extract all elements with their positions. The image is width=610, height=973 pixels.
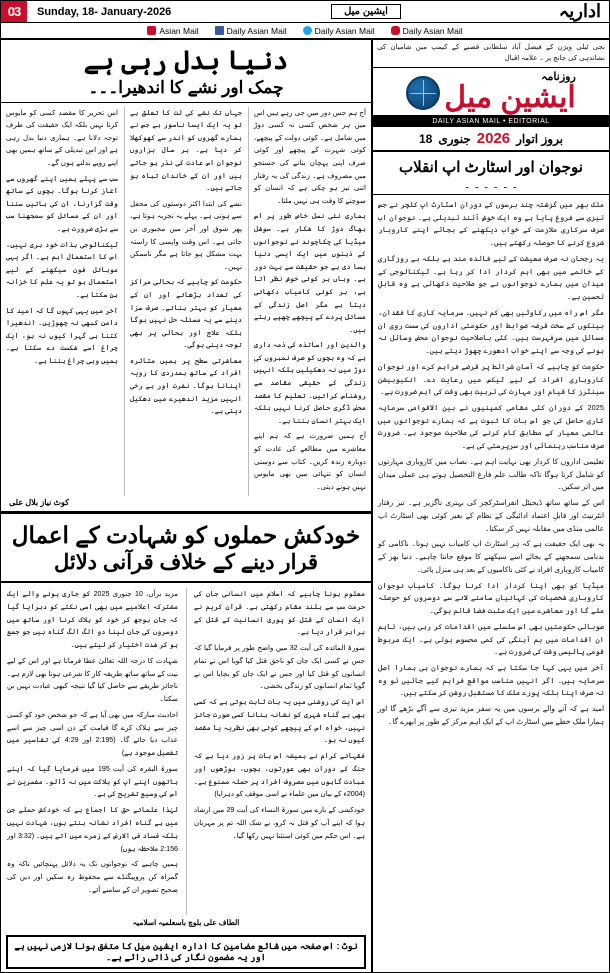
paragraph: فقہائے کرام نے ہمیشہ اس بات پر زور دیا ہے کہ جنگ کے دوران بھی عورتوں، بچوں، بوڑھوں اور عبادت گاہوں میں مصروف افراد پر حملہ ممنوع ہے۔ (2004ء کے بیان میں علماء نے اسی موقف کو دہرایا)	[194, 752, 365, 799]
article2-columns	[1, 583, 371, 915]
paragraph: حکومت کو چاہیے کہ آسان شرائط پر قرضے فراہم کرے اور نوجوان کاروباری افراد کے لیے ٹیکس میں رعایت دے۔ انکیوبیشن سینٹرز کا قیام اور مہارت کی تربیت بھی وقت کی اہم ضرورت ہے۔	[378, 361, 604, 397]
editorial-body	[373, 195, 609, 973]
date-month: جنوری	[438, 131, 471, 146]
paragraph: امید ہے کہ آنے والے برسوں میں یہ سفر مزید تیزی سے آگے بڑھے گا اور ہمارا ملک خطے میں اسٹارٹ اپ کے ایک اہم مرکز کے طور پر ابھرے گا۔	[378, 704, 604, 726]
article1-subtitle: چمک اور نشے کا اندھیرا۔۔۔	[1, 75, 371, 103]
left-column	[1, 40, 373, 973]
article1-byline: کوٹ نیاز بلال علی	[9, 498, 69, 508]
paragraph: ہمیں چاہیے کہ نوجوانوں تک یہ دلائل پہنچائیں تاکہ وہ گمراہ کن پروپیگنڈے سے محفوظ رہ سکیں اور دین کی صحیح تصویر ان کے سامنے آئے۔	[7, 860, 178, 894]
section-title: اداریہ	[558, 1, 601, 21]
paragraph: خودکشی کے بارے میں سورۃ النساء کی آیت 29 میں ارشاد ہوا کہ اپنے آپ کو قتل نہ کرو، بے شک اللہ تم پر مہربان ہے۔ اس حکم میں کوئی استثنا نہیں رکھا گیا۔	[194, 806, 365, 840]
social-link-twitter[interactable]	[303, 26, 375, 36]
paragraph: یہ بھی ایک حقیقت ہے کہ ہر اسٹارٹ اپ کامیاب نہیں ہوتا۔ ناکامی کو بدنامی سمجھنے کے بجائے اسے سیکھنے کا موقع جاننا چاہیے۔ دنیا بھر کے کامیاب کاروباری افراد نے کئی ناکامیوں کے بعد ہی منزل پائی۔	[378, 539, 604, 574]
social-link-facebook[interactable]	[215, 26, 287, 36]
paragraph: احادیث مبارکہ میں بھی آیا ہے کہ جو شخص خود کو کسی چیز سے ہلاک کرے گا قیامت کے دن اسی چیز سے اسے عذاب دیا جائے گا۔ (2:195 اور 4:29 کی تفاسیر میں تفصیل موجود ہے)	[7, 710, 178, 758]
social-link-instagram[interactable]	[391, 26, 463, 36]
globe-icon	[406, 76, 440, 110]
page-number: 03	[1, 1, 27, 22]
twitter-icon	[303, 26, 312, 35]
editorial-headline: نوجوان اور اسٹارٹ اپ انقلاب	[399, 159, 583, 176]
masthead-logo	[373, 68, 609, 116]
facebook-icon	[215, 26, 224, 35]
paragraph: آخر میں یہی کہوں گا کہ امید کا دامن کبھی نہ چھوڑیں۔ اندھیرا کتنا ہی گہرا کیوں نہ ہو، ایک چراغ اسے شکست دے سکتا ہے۔ ہمیں وہی چراغ بننا ہے۔	[6, 305, 118, 365]
masthead-title	[444, 72, 576, 113]
page-content	[1, 40, 609, 973]
social-label-youtube: Asian Mail	[159, 25, 199, 36]
article2-column-1	[186, 588, 365, 915]
paragraph: سورۃ البقرہ کی آیت 195 میں فرمایا گیا کہ اپنے ہاتھوں اپنے آپ کو ہلاکت میں نہ ڈالو۔ مفسرین نے اس کی وسیع تشریح کی ہے۔	[7, 764, 178, 799]
paragraph: والدین اور اساتذہ کی ذمہ داری ہے کہ وہ بچوں کو صرف نمبروں کی دوڑ میں نہ دھکیلیں بلکہ انہیں زندگی کے حقیقی مقاصد سے روشناس کرائیں۔ تعلیم کا مقصد محض ڈگری حاصل کرنا نہیں بلکہ ایک بہتر انسان بننا ہے۔	[254, 340, 366, 425]
paragraph: میڈیا کو بھی اپنا کردار ادا کرنا ہوگا۔ کامیاب نوجوان کاروباری شخصیات کی کہانیاں سامنے لانے سے دوسروں کو حوصلہ ملے گا اور معاشرے میں ایک مثبت فضا قائم ہوگی۔	[378, 580, 604, 616]
paragraph: شہادت کا درجہ اللہ تعالیٰ عطا فرماتا ہے اور اس کے لیے نیت کے ساتھ ساتھ طریقہ کار کا شرعی ہونا بھی لازم ہے۔ ناجائز طریقے سے حاصل کیا گیا نتیجہ کبھی عبادت نہیں بن سکتا۔	[7, 656, 178, 704]
social-label-twitter: Daily Asian Mail	[314, 25, 375, 36]
paragraph: لہٰذا علمائے حق کا اجماع ہے کہ خودکش حملے جن میں بے گناہ افراد نشانہ بنتے ہوں، شہادت نہیں بلکہ فساد فی الارض کے زمرے میں آتے ہیں۔ (3:32 اور 2:156 ملاحظہ ہوں)	[7, 806, 178, 853]
article-suicide-attacks	[1, 514, 371, 931]
social-link-youtube[interactable]	[147, 26, 198, 36]
center-logo	[181, 1, 550, 22]
disclaimer-note: نوٹ : اس صفحہ میں شائع مضامین کا ادارہ ایشین میل کا متفق ہونا لازمی نہیں ہے اور یہ مضمون نگار کی ذاتی رائے ہے۔	[6, 935, 366, 969]
paragraph: ٹیکنالوجی بذات خود بری نہیں، اس کا استعمال اہم ہے۔ اگر یہی موبائل فون سیکھنے کے لیے استعمال ہو تو یہ علم کا خزانہ بن سکتا ہے۔	[6, 239, 118, 299]
article2-subtitle: قرار دینے کے خلاف قرآنی دلائل	[1, 549, 371, 583]
top-masthead-bar	[1, 1, 609, 23]
youtube-icon	[147, 26, 156, 35]
date-weekday: بروز اتوار	[516, 131, 564, 146]
instagram-icon	[391, 26, 400, 35]
social-links-bar	[1, 23, 609, 40]
date-bar	[373, 127, 609, 152]
paragraph: سب سے پہلے ہمیں اپنے گھروں سے آغاز کرنا ہوگا۔ بچوں کے ساتھ وقت گزارنا، ان کی باتیں سننا اور ان کے مسائل کو سمجھنا سب سے بڑی ضرورت ہے۔	[6, 173, 118, 233]
paragraph: مگر اس راہ میں رکاوٹیں بھی کم نہیں۔ سرمایہ کاری کا فقدان، بینکوں کے سخت قرضہ ضوابط اور حکومتی اداروں کی سست روی ان مسائل میں سرِفہرست ہیں۔ کئی باصلاحیت نوجوان محض وسائل نہ ہونے کی وجہ سے اپنے خواب ادھورے چھوڑ دیتے ہیں۔	[378, 307, 604, 356]
paragraph: آج ہم جس دور میں جی رہے ہیں اس میں ہر شخص کسی نہ کسی دوڑ میں شامل ہے۔ کوئی دولت کے پیچھے، کوئی شہرت کے پیچھے اور کوئی صرف اپنی پہچان بنانے کی جستجو میں مصروف ہے۔ زندگی کی یہ رفتار اتنی تیز ہو چکی ہے کہ انسان کو سوچنے کا وقت ہی نہیں ملتا۔	[254, 107, 366, 205]
article1-columns	[1, 103, 371, 497]
article2-title: خودکش حملوں کو شہادت کے اعمال	[11, 522, 361, 549]
paragraph: نشے کی ابتدا اکثر دوستوں کی محفل سے ہوتی ہے۔ پہلے یہ تجربہ ہوتا ہے، پھر شوق اور آخر میں مجبوری بن جاتی ہے۔ اس وقت واپسی کا راستہ بہت مشکل ہو جاتا ہے مگر ناممکن نہیں۔	[130, 198, 242, 271]
date-year: 2026	[476, 130, 511, 147]
masthead-kicker: روزنامہ	[541, 71, 576, 83]
paragraph: معلوم ہونا چاہیے کہ اسلام میں انسانی جان کی حرمت سب سے بلند مقام رکھتی ہے۔ قرآن کریم نے ایک انسان کے قتل کو پوری انسانیت کے قتل کے برابر قرار دیا ہے۔	[194, 589, 365, 637]
date-day: 18	[418, 131, 433, 146]
paragraph: ملک بھر میں گزشتہ چند برسوں کے دوران اسٹارٹ اپ کلچر نے جس تیزی سے فروغ پایا ہے وہ ایک خوش آئند تبدیلی ہے۔ نوجوان اب صرف سرکاری ملازمت کے خواب دیکھنے کے بجائے اپنے کاروبار شروع کرنے کا حوصلہ رکھتے ہیں۔	[378, 200, 604, 248]
social-label-instagram: Daily Asian Mail	[402, 25, 463, 36]
paragraph: جہاں تک نشے کی لت کا تعلق ہے تو یہ ایک ایسا ناسور ہے جس نے ہمارے گھروں کو اندر سے کھوکھلا کر دیا ہے۔ ہر سال ہزاروں نوجوان اس عادت کی نذر ہو جاتے ہیں اور ان کے خاندان تباہ ہو جاتے ہیں۔	[130, 107, 242, 193]
center-logo-text: ایشین میل	[331, 4, 401, 19]
article-world-changing	[1, 40, 371, 514]
dateline-strip: DAILY ASIAN MAIL • EDITORIAL	[373, 116, 609, 127]
headline-dots: ۔ ۔ ۔ ۔ ۔ ۔	[373, 178, 609, 195]
article1-column-2	[124, 107, 242, 497]
issue-date: Sunday, 18- January-2026	[37, 5, 172, 18]
paragraph: حکومت کو چاہیے کہ بحالی مراکز کی تعداد بڑھائے اور ان کے معیار کو بہتر بنائے۔ صرف سزا دینے سے یہ مسئلہ حل نہیں ہوگا بلکہ علاج اور بحالی پر بھی توجہ دینی ہوگی۔	[130, 277, 242, 350]
paragraph: تعلیمی اداروں کا کردار بھی نہایت اہم ہے۔ نصاب میں کاروباری مہارتوں کو شامل کرنا ہوگا تاکہ طالب علم فارغ التحصیل ہوتے ہی عملی میدان میں اتر سکیں۔	[378, 456, 604, 492]
article2-byline: الطاف علی بلوچ باسعلمیہ اسلامیہ	[132, 918, 240, 927]
paragraph: اس آیت کی روشنی میں یہ بات ثابت ہوتی ہے کہ کسی بھی بے گناہ شہری کو نشانہ بنانا کسی صورت جائز نہیں، خواہ اس کے پیچھے کوئی بھی نظریہ یا مقصد کیوں نہ ہو۔	[194, 698, 365, 745]
paragraph: مزید برآں، 10 جنوری 2025 کو جاری ہونے والے ایک مشترکہ اعلامیے میں بھی اسی نکتے کو دہرایا گیا کہ جان بوجھ کر خود کو ہلاک کرنا اور ساتھ میں دوسروں کی جان لینا دو الگ الگ گناہ ہیں جو جمع ہو کر شدت اختیار کر لیتے ہیں۔	[7, 589, 178, 650]
paragraph: 2025 کے دوران کئی مقامی کمپنیوں نے بین الاقوامی سرمایہ کاری حاصل کی جو اس بات کا ثبوت ہے کہ ہمارے نوجوانوں میں عالمی معیار کے مطابق کام کرنے کی صلاحیت موجود ہے۔ ضرورت صرف مناسب رہنمائی اور سرپرستی کی ہے۔	[378, 403, 604, 451]
paragraph: معاشرتی سطح پر ہمیں متاثرہ افراد کے ساتھ ہمدردی کا رویہ اپنانا ہوگا۔ نفرت اور بے رخی انہیں مزید اندھیرے میں دھکیل دیتی ہے۔	[130, 355, 242, 416]
social-label-facebook: Daily Asian Mail	[226, 25, 287, 36]
paragraph: یہ رجحان نہ صرف معیشت کے لیے فائدہ مند ہے بلکہ بے روزگاری کے خاتمے میں بھی اہم کردار ادا کر رہا ہے۔ ٹیکنالوجی کے میدان میں ہمارے نوجوانوں نے جو صلاحیت دکھائی ہے وہ قابلِ تحسین ہے۔	[378, 253, 604, 302]
paragraph: ہماری نئی نسل خاص طور پر اس بھاگ دوڑ کا شکار ہے۔ سوشل میڈیا کی چکاچوند نے نوجوانوں کے ذہنوں میں ایک ایسی دنیا بسا دی ہے جو حقیقت سے بہت دور ہے۔ وہاں ہر کوئی خوش نظر آتا ہے، ہر کوئی کامیاب دکھائی دیتا ہے مگر اصل زندگی کے مسائل پردے کے پیچھے چھپے رہتے ہیں۔	[254, 211, 366, 334]
article1-column-3	[6, 107, 118, 497]
right-column	[373, 40, 609, 973]
top-banner-text: نجی ٹیلی ویژن کے فیصل آباد سلطانی قصبے کے کیمپ میں شامیان کی نشاندہی کی جانچ پر ۔ علامہ اقبال	[373, 40, 609, 68]
masthead-name: ایشین میل	[444, 81, 576, 114]
paragraph: آج ہمیں ضرورت ہے کہ ہم اپنے معاشرے میں مطالعے کی عادت کو دوبارہ زندہ کریں۔ کتاب سے دوستی انسان کو تنہائی میں بھی مایوس نہیں ہونے دیتی۔	[254, 431, 366, 491]
article2-column-2	[7, 588, 178, 915]
paragraph: سورۃ المائدہ کی آیت 32 میں واضح طور پر فرمایا گیا کہ جس نے کسی ایک جان کو ناحق قتل کیا گویا اس نے تمام انسانوں کو قتل کیا اور جس نے ایک جان کو بچایا اس نے گویا تمام انسانوں کو زندگی بخشی۔	[194, 644, 365, 691]
paragraph: اس کے ساتھ ساتھ ڈیجیٹل انفراسٹرکچر کی بہتری ناگزیر ہے۔ تیز رفتار انٹرنیٹ اور قابلِ اعتماد ادائیگی کے نظام کے بغیر کوئی بھی اسٹارٹ اپ عالمی منڈی میں مقابلہ نہیں کر سکتا۔	[378, 498, 604, 533]
paragraph: صوبائی حکومتیں بھی اس سلسلے میں اقدامات کر رہی ہیں، تاہم ان اقدامات میں ہم آہنگی کی کمی محسوس ہوتی ہے۔ ایک مربوط قومی پالیسی وقت کی ضرورت ہے۔	[378, 621, 604, 657]
paragraph: اس تحریر کا مقصد کسی کو مایوس کرنا نہیں بلکہ ایک حقیقت کی طرف توجہ دلانا ہے۔ ہماری دنیا بدل رہی ہے اور اس تبدیلی کے ساتھ ہمیں بھی اپنے رویے بدلنے ہوں گے۔	[6, 107, 118, 167]
article1-title: دنیا بدل رہی ہے	[83, 45, 289, 75]
article1-column-1	[248, 107, 366, 497]
paragraph: آخر میں یہی کہا جا سکتا ہے کہ ہمارے نوجوان ہی ہمارا اصل سرمایہ ہیں۔ اگر انہیں مناسب مواقع فراہم کیے جائیں تو وہ نہ صرف اپنا بلکہ پورے ملک کا مستقبل روشن کر سکتے ہیں۔	[378, 662, 604, 698]
